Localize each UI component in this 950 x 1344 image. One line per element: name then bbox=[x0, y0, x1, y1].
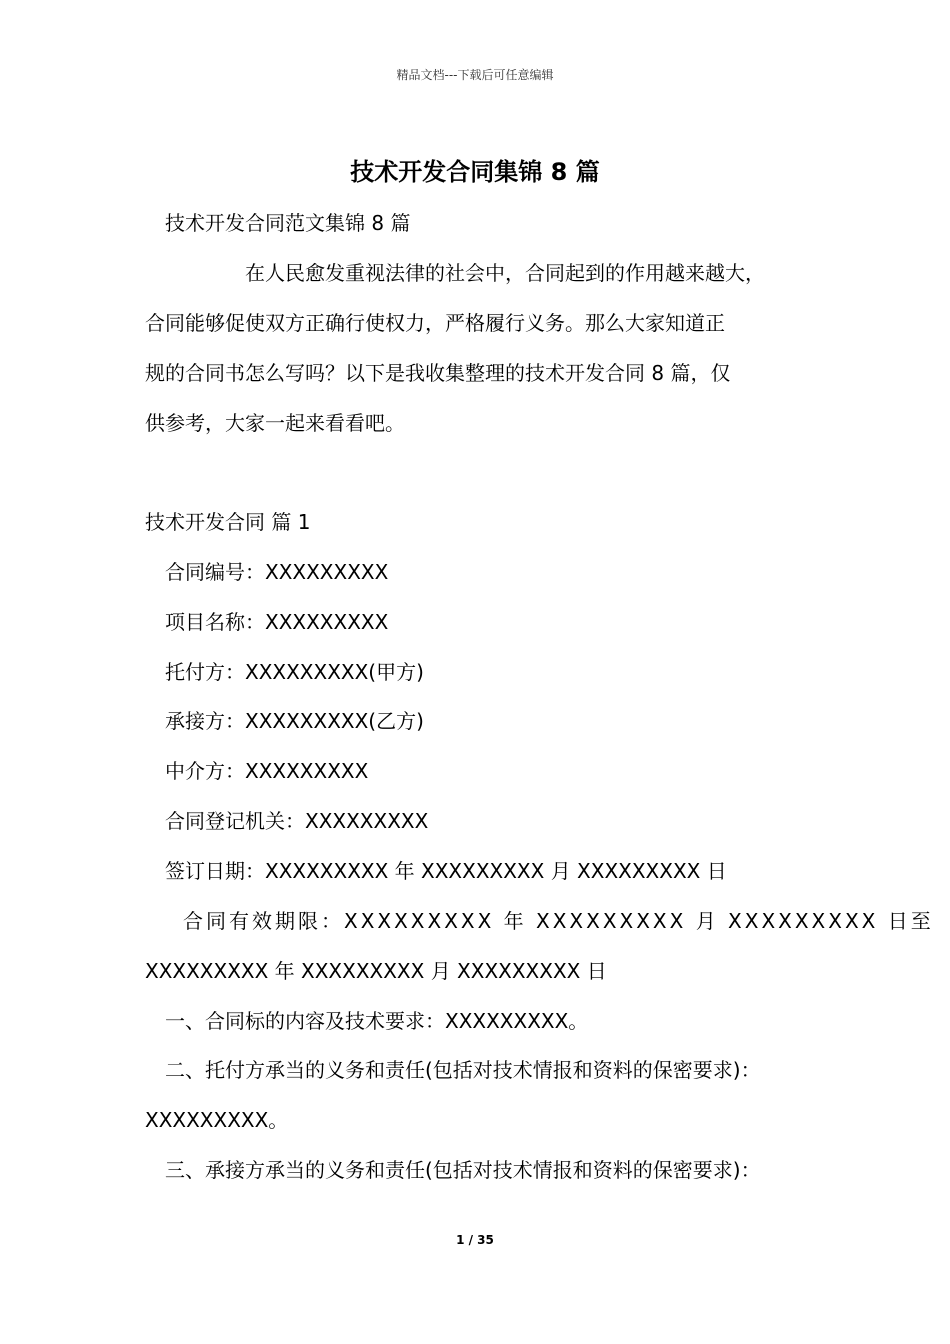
clause-3-line-1: 三、承接方承当的义务和责任(包括对技术情报和资料的保密要求)： bbox=[165, 1158, 761, 1182]
page-number: 1 / 35 bbox=[456, 1233, 494, 1247]
page-header: 精品文档---下载后可任意编辑 bbox=[396, 68, 554, 82]
document-title: 技术开发合同集锦 8 篇 bbox=[350, 158, 600, 186]
clause-2-line-1: 二、托付方承当的义务和责任(包括对技术情报和资料的保密要求)： bbox=[165, 1058, 761, 1082]
clause-1: 一、合同标的内容及技术要求：XXXXXXXXX。 bbox=[165, 1009, 589, 1033]
field-contract-no: 合同编号：XXXXXXXXX bbox=[165, 560, 389, 584]
clause-2-line-2: XXXXXXXXX。 bbox=[145, 1108, 289, 1132]
field-sign-date: 签订日期：XXXXXXXXX 年 XXXXXXXXX 月 XXXXXXXXX 日 bbox=[165, 859, 727, 883]
field-validity-line-1: 合同有效期限：XXXXXXXXX 年 XXXXXXXXX 月 XXXXXXXXX 日至 bbox=[183, 909, 934, 933]
intro-line-4: 供参考，大家一起来看看吧。 bbox=[145, 411, 405, 435]
intro-line-2: 合同能够促使双方正确行使权力，严格履行义务。那么大家知道正 bbox=[145, 311, 725, 335]
field-registration-authority: 合同登记机关：XXXXXXXXX bbox=[165, 809, 429, 833]
field-validity-line-2: XXXXXXXXX 年 XXXXXXXXX 月 XXXXXXXXX 日 bbox=[145, 959, 607, 983]
intro-line-3: 规的合同书怎么写吗？以下是我收集整理的技术开发合同 8 篇，仅 bbox=[145, 361, 731, 385]
field-contractor: 承接方：XXXXXXXXX(乙方) bbox=[165, 709, 424, 733]
field-intermediary: 中介方：XXXXXXXXX bbox=[165, 759, 369, 783]
field-project-name: 项目名称：XXXXXXXXX bbox=[165, 610, 389, 634]
field-client: 托付方：XXXXXXXXX(甲方) bbox=[165, 660, 424, 684]
section-heading: 技术开发合同 篇 1 bbox=[145, 510, 311, 534]
subtitle: 技术开发合同范文集锦 8 篇 bbox=[165, 211, 411, 235]
intro-line-1: 在人民愈发重视法律的社会中，合同起到的作用越来越大， bbox=[245, 261, 765, 285]
